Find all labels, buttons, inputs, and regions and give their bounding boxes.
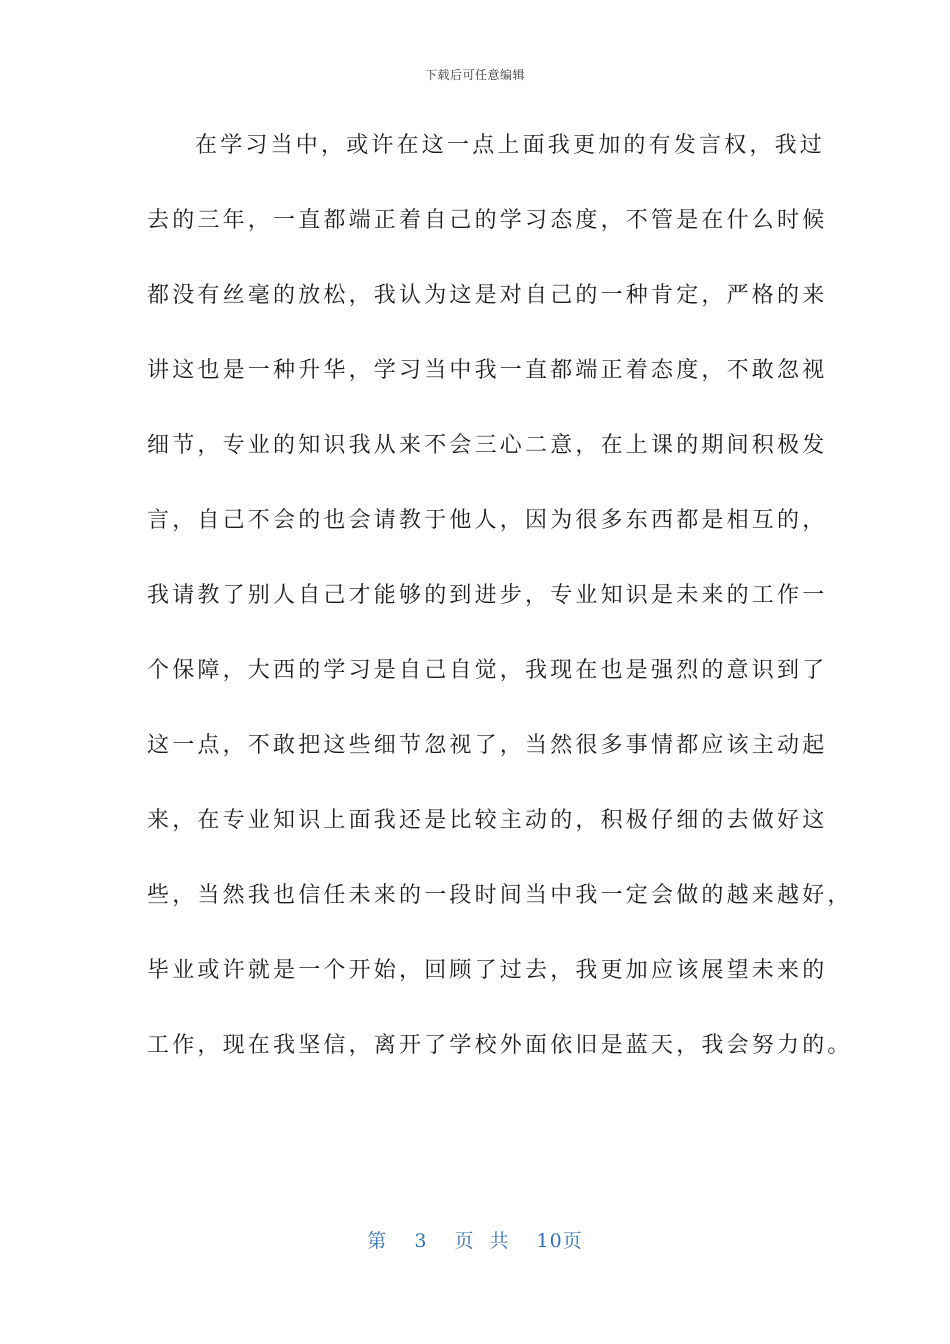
paragraph-line: 工作，现在我坚信，离开了学校外面依旧是蓝天，我会努力的。 [147, 1033, 853, 1058]
paragraph-line: 讲这也是一种升华，学习当中我一直都端正着态度，不敢忽视 [147, 358, 828, 383]
paragraph-line: 些，当然我也信任未来的一段时间当中我一定会做的越来越好， [147, 883, 853, 908]
paragraph-line: 都没有丝毫的放松，我认为这是对自己的一种肯定，严格的来 [147, 283, 828, 308]
paragraph-line: 言，自己不会的也会请教于他人，因为很多东西都是相互的， [147, 508, 828, 533]
document-body [147, 128, 853, 1103]
page-number-footer [0, 1226, 950, 1253]
total-pages: 10页 [536, 1230, 583, 1252]
paragraph-line: 这一点，不敢把这些细节忽视了，当然很多事情都应该主动起 [147, 733, 828, 758]
page-header-note: 下载后可任意编辑 [424, 68, 525, 82]
paragraph-line: 个保障，大西的学习是自己自觉，我现在也是强烈的意识到了 [147, 658, 828, 683]
paragraph-line: 去的三年，一直都端正着自己的学习态度，不管是在什么时候 [147, 208, 828, 233]
current-page-number: 3 [414, 1230, 428, 1252]
paragraph-line: 细节，专业的知识我从来不会三心二意，在上课的期间积极发 [147, 433, 828, 458]
paragraph-line: 在学习当中，或许在这一点上面我更加的有发言权，我过 [195, 133, 826, 158]
paragraph-line: 毕业或许就是一个开始，回顾了过去，我更加应该展望未来的 [147, 958, 828, 983]
paragraph-line: 我请教了别人自己才能够的到进步，专业知识是未来的工作一 [147, 583, 828, 608]
paragraph-line: 来，在专业知识上面我还是比较主动的，积极仔细的去做好这 [147, 808, 828, 833]
page-footer-middle: 页 共 [454, 1230, 510, 1252]
page-footer-prefix: 第 [367, 1230, 388, 1252]
